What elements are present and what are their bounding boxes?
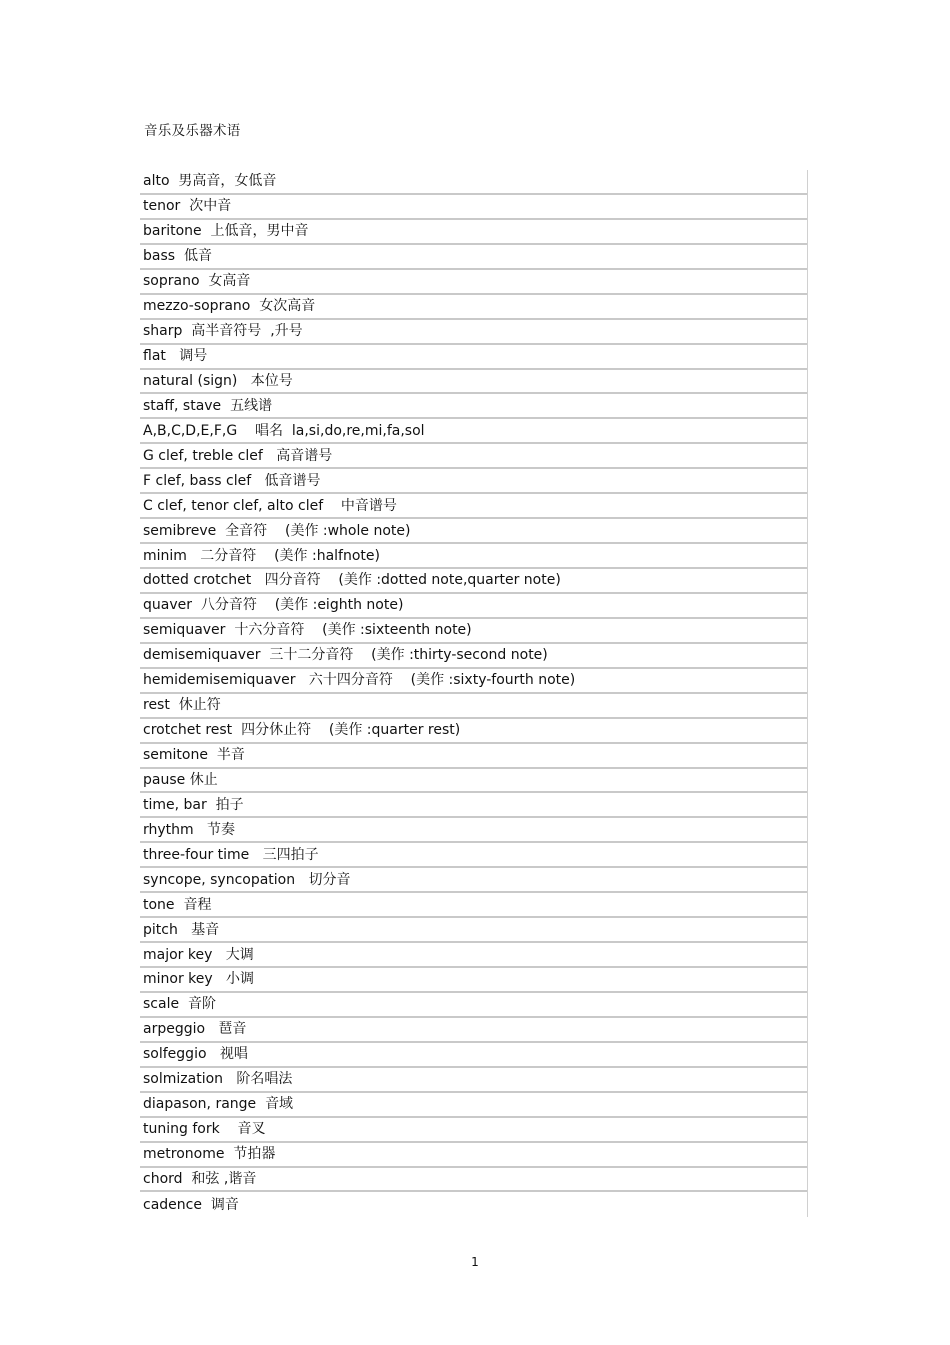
glossary-row: metronome 节拍器 [140, 1143, 807, 1168]
glossary-row: solfeggio 视唱 [140, 1043, 807, 1068]
glossary-row: pitch 基音 [140, 918, 807, 943]
glossary-row: quaver 八分音符 (美作 :eighth note) [140, 594, 807, 619]
glossary-row: hemidemisemiquaver 六十四分音符 (美作 :sixty-fourth note) [140, 669, 807, 694]
glossary-row: scale 音阶 [140, 993, 807, 1018]
glossary-row: three-four time 三四拍子 [140, 843, 807, 868]
glossary-row: alto 男高音，女低音 [140, 170, 807, 195]
glossary-row: dotted crotchet 四分音符 (美作 :dotted note,quarter note) [140, 569, 807, 594]
glossary-row: C clef, tenor clef, alto clef 中音谱号 [140, 494, 807, 519]
glossary-row: baritone 上低音，男中音 [140, 220, 807, 245]
glossary-row: pause 休止 [140, 769, 807, 794]
glossary-row: crotchet rest 四分休止符 (美作 :quarter rest) [140, 719, 807, 744]
page-title: 音乐及乐器术语 [144, 123, 241, 139]
glossary-row: soprano 女高音 [140, 270, 807, 295]
glossary-row: F clef, bass clef 低音谱号 [140, 469, 807, 494]
glossary-row: cadence 调音 [143, 1196, 239, 1213]
glossary-table [140, 170, 808, 1217]
glossary-row: natural (sign) 本位号 [140, 370, 807, 395]
page-number: 1 [471, 1255, 479, 1269]
glossary-row: A,B,C,D,E,F,G 唱名 la,si,do,re,mi,fa,sol [140, 419, 807, 444]
glossary-row: arpeggio 琶音 [140, 1018, 807, 1043]
glossary-row: semiquaver 十六分音符 (美作 :sixteenth note) [140, 619, 807, 644]
glossary-row: rhythm 节奏 [140, 818, 807, 843]
glossary-row: syncope, syncopation 切分音 [140, 868, 807, 893]
glossary-row: chord 和弦 ,谐音 [140, 1168, 807, 1193]
glossary-row: semibreve 全音符 (美作 :whole note) [140, 519, 807, 544]
glossary-row: staff, stave 五线谱 [140, 394, 807, 419]
glossary-row: minim 二分音符 (美作 :halfnote) [140, 544, 807, 569]
glossary-row: semitone 半音 [140, 744, 807, 769]
glossary-row: diapason, range 音域 [140, 1093, 807, 1118]
glossary-row: rest 休止符 [140, 694, 807, 719]
glossary-row: mezzo-soprano 女次高音 [140, 295, 807, 320]
glossary-row: tuning fork 音叉 [140, 1118, 807, 1143]
glossary-row: tenor 次中音 [140, 195, 807, 220]
glossary-row: minor key 小调 [140, 968, 807, 993]
glossary-row: tone 音程 [140, 893, 807, 918]
glossary-row: sharp 高半音符号 ,升号 [140, 320, 807, 345]
glossary-row: time, bar 拍子 [140, 793, 807, 818]
glossary-row: G clef, treble clef 高音谱号 [140, 444, 807, 469]
glossary-row: demisemiquaver 三十二分音符 (美作 :thirty-second note) [140, 644, 807, 669]
glossary-row: bass 低音 [140, 245, 807, 270]
glossary-row: major key 大调 [140, 943, 807, 968]
glossary-row: flat 调号 [140, 345, 807, 370]
glossary-row: solmization 阶名唱法 [140, 1068, 807, 1093]
